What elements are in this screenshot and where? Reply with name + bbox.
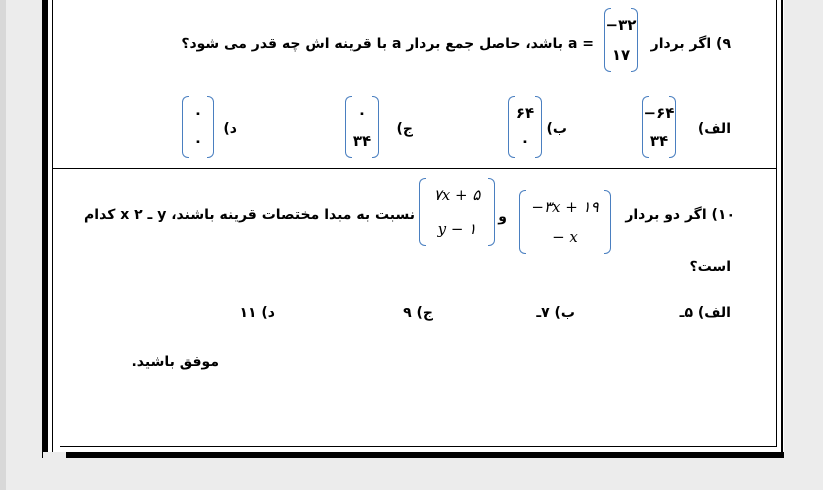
q9-option-d-top: ۰	[193, 104, 203, 122]
page-border-bottom	[66, 452, 784, 458]
q9-option-c-label: ج)	[396, 121, 413, 137]
window-edge	[0, 0, 6, 490]
question-divider	[52, 168, 776, 169]
q9-question-text	[181, 35, 594, 53]
q9-option-d-matrix[interactable]	[182, 96, 214, 156]
exam-page	[42, 0, 784, 452]
q10-option-a[interactable]: الف) ۵ـ	[679, 305, 731, 321]
q9-option-a-bottom: ۳۴	[649, 132, 669, 150]
q9-option-b-top: ۶۴	[515, 104, 535, 122]
closing-message: موفق باشید.	[131, 354, 219, 370]
q10-question-line2: است؟	[689, 259, 731, 275]
page-border-right-inner	[776, 0, 777, 446]
q9-option-b-label: ب)	[546, 121, 567, 137]
q10-vector-2-bottom: y − ۱	[437, 220, 477, 238]
q10-vector-1-bottom: − x	[552, 228, 578, 246]
q9-vector-a	[604, 8, 638, 70]
page-border-bottom-inner	[60, 446, 777, 447]
q10-vector-1-top: −۳x + ۱۹	[531, 198, 599, 216]
page-border-left-inner	[52, 0, 53, 452]
q10-conjunction: و	[498, 209, 507, 225]
q9-vector-top: ۳۲−	[605, 16, 637, 34]
q9-option-d-label: د)	[223, 121, 237, 137]
q9-option-b-matrix[interactable]	[508, 96, 542, 156]
q9-option-c-top: ۰	[357, 104, 367, 122]
q10-option-b[interactable]: ب) ۷ـ	[536, 305, 575, 321]
q9-vector-bottom: ۱۷	[611, 46, 631, 64]
q9-option-c-matrix[interactable]	[345, 96, 379, 156]
q9-option-a-top: ۶۴−	[643, 104, 675, 122]
q9-option-a-label: الف)	[697, 121, 731, 137]
q9-option-d-bottom: ۰	[193, 132, 203, 150]
q10-vector-2-top: ۷x + ۵	[433, 186, 481, 204]
page-border-left	[42, 0, 48, 452]
q9-option-b-bottom: ۰	[520, 132, 530, 150]
q10-vector-2	[419, 178, 495, 244]
page-border-right	[781, 0, 783, 452]
page-border-corner	[42, 446, 67, 458]
q9-question-rest: = a باشد، حاصل جمع بردار a با قرینه اش چه قدر می شود؟	[181, 36, 594, 52]
q10-option-c[interactable]: ج) ۹	[403, 305, 433, 321]
q9-prefix: ۹) اگر بردار	[650, 36, 731, 52]
q9-option-a-matrix[interactable]	[642, 96, 676, 156]
q10-question-text: نسبت به مبدا مختصات قرینه باشند، y ـ x ۲ کدام	[84, 207, 415, 223]
q10-prefix: ۱۰) اگر دو بردار	[625, 207, 735, 223]
q10-vector-1	[519, 190, 611, 252]
q9-option-c-bottom: ۳۴	[352, 132, 372, 150]
q10-option-d[interactable]: د) ۱۱	[239, 305, 275, 321]
